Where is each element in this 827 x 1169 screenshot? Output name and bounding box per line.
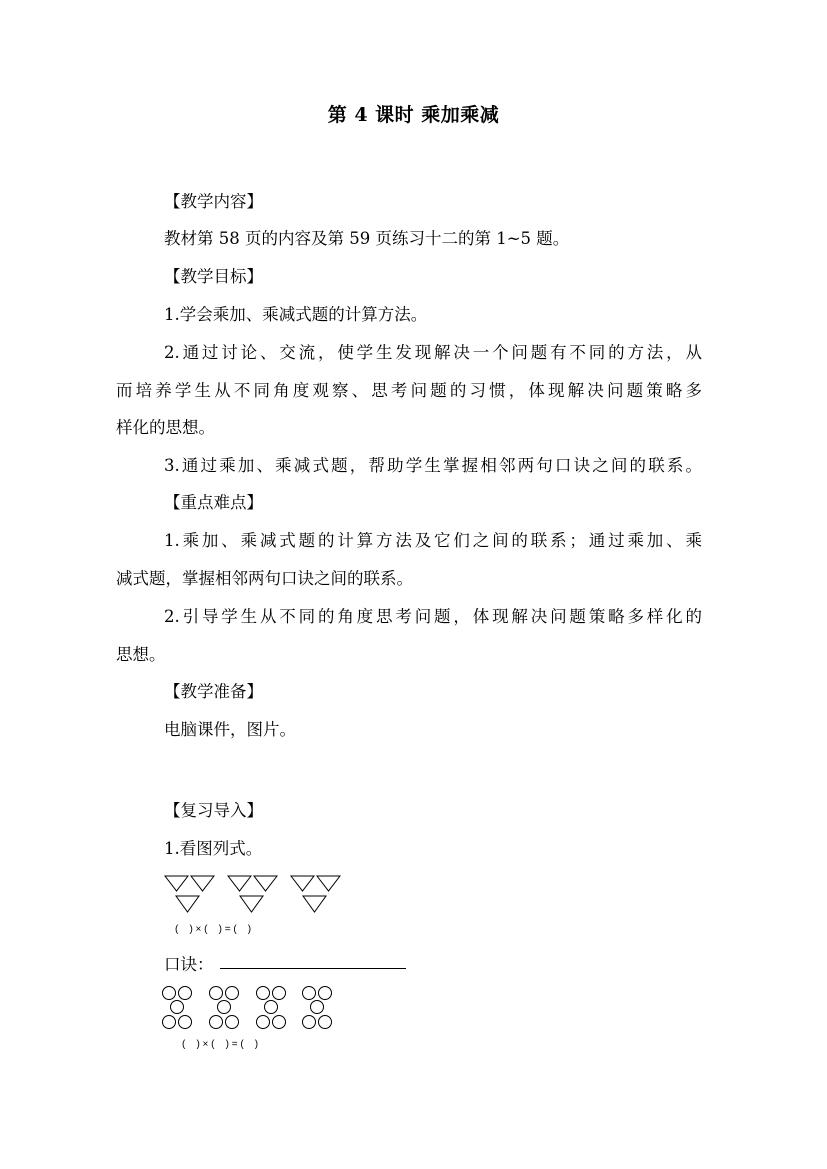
- circle-icon: [311, 1001, 324, 1014]
- circle-icon: [319, 1016, 332, 1029]
- key-1-line-2: 减式题，掌握相邻两句口诀之间的联系。: [116, 569, 413, 588]
- section-heading-review: 【复习导入】: [164, 801, 263, 820]
- circle-icon: [303, 1016, 316, 1029]
- circle-icon: [257, 987, 270, 1000]
- circle-icon: [319, 987, 332, 1000]
- triangle-icon: [317, 876, 340, 891]
- goal-2-line-1: 2.通过讨论、交流，使学生发现解决一个问题有不同的方法，从: [164, 343, 702, 362]
- section-heading-goals: 【教学目标】: [164, 267, 263, 286]
- triangle-icon: [165, 876, 188, 891]
- koujue-answer-line: [220, 968, 406, 969]
- circle-icon: [226, 987, 239, 1000]
- formula-blank-2: ( ) × ( ) = ( ): [182, 1039, 259, 1050]
- review-item-1: 1.看图列式。: [164, 839, 263, 858]
- circle-icon: [179, 987, 192, 1000]
- circle-icon: [210, 1016, 223, 1029]
- triangle-icon: [240, 896, 263, 912]
- circle-icon: [163, 987, 176, 1000]
- triangle-icon: [303, 896, 326, 912]
- content-text: 教材第 58 页的内容及第 59 页练习十二的第 1~5 题。: [164, 229, 570, 248]
- circle-icon: [179, 1016, 192, 1029]
- koujue-label: 口诀：: [164, 955, 214, 974]
- triangle-groups-figure: [160, 874, 350, 916]
- goal-2-line-3: 样化的思想。: [116, 418, 215, 437]
- circle-icon: [163, 1016, 176, 1029]
- circle-icon: [210, 987, 223, 1000]
- section-heading-content: 【教学内容】: [164, 192, 263, 211]
- goal-1: 1.学会乘加、乘减式题的计算方法。: [164, 305, 428, 324]
- circle-icon: [171, 1001, 184, 1014]
- circle-icon: [265, 1001, 278, 1014]
- circle-icon: [257, 1016, 270, 1029]
- circle-icon: [273, 1016, 286, 1029]
- formula-blank-1: ( ) × ( ) = ( ): [175, 924, 252, 935]
- triangle-icon: [254, 876, 277, 891]
- key-2-line-2: 思想。: [116, 645, 166, 664]
- triangle-icon: [191, 876, 214, 891]
- page-title: 第 4 课时 乘加乘减: [327, 104, 500, 126]
- goal-3: 3.通过乘加、乘减式题，帮助学生掌握相邻两句口诀之间的联系。: [164, 456, 702, 475]
- circle-icon: [303, 987, 316, 1000]
- circle-icon: [218, 1001, 231, 1014]
- circle-icon: [273, 987, 286, 1000]
- section-heading-prep: 【教学准备】: [164, 682, 263, 701]
- section-heading-key: 【重点难点】: [164, 493, 263, 512]
- triangle-icon: [176, 896, 199, 912]
- key-1-line-1: 1.乘加、乘减式题的计算方法及它们之间的联系；通过乘加、乘: [164, 531, 702, 550]
- prep-text: 电脑课件，图片。: [164, 720, 296, 739]
- key-2-line-1: 2.引导学生从不同的角度思考问题，体现解决问题策略多样化的: [164, 607, 702, 626]
- circle-groups-figure: [160, 984, 346, 1032]
- circle-icon: [226, 1016, 239, 1029]
- triangle-icon: [291, 876, 314, 891]
- goal-2-line-2: 而培养学生从不同角度观察、思考问题的习惯，体现解决问题策略多: [116, 381, 702, 400]
- triangle-icon: [228, 876, 251, 891]
